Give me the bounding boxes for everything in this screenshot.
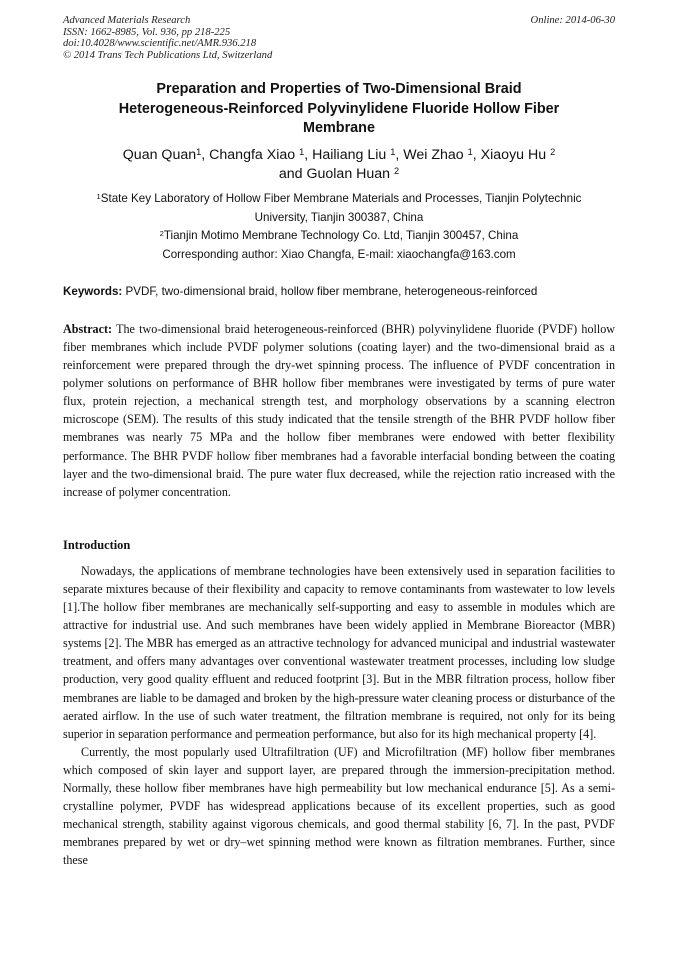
title-line-1: Preparation and Properties of Two-Dimensional Braid <box>156 81 522 97</box>
section-heading-introduction: Introduction <box>63 538 131 552</box>
journal-header <box>63 15 272 61</box>
abstract-label: Abstract: <box>63 322 113 336</box>
author-affiliation-mark: 2 <box>394 165 400 176</box>
doi-line: doi:10.4028/www.scientific.net/AMR.936.218 <box>63 38 257 50</box>
author-affiliation-mark: 1 <box>196 146 202 157</box>
title-line-3: Membrane <box>303 120 375 136</box>
keywords-text: PVDF, two-dimensional braid, hollow fiber membrane, heterogeneous-reinforced <box>122 285 538 298</box>
author-affiliation-mark: 1 <box>467 146 473 157</box>
journal-name: Advanced Materials Research <box>63 15 191 26</box>
online-date: Online: 2014-06-30 <box>530 15 615 26</box>
author-name: Hailiang Liu <box>312 147 391 163</box>
affiliation-1: $^1$State Key Laboratory of Hollow Fiber Membrane Materials and Processes, Tianjin Polytechnic <box>96 191 582 205</box>
author-affiliation-mark: 1 <box>299 146 305 157</box>
title-line-2: Heterogeneous-Reinforced Polyvinylidene Fluoride Hollow Fiber <box>118 100 560 117</box>
affiliation-2: $^2$Tianjin Motimo Membrane Technology Co. Ltd, Tianjin 300457, China <box>159 228 519 243</box>
author-name: Xiaoyu Hu <box>480 147 551 163</box>
author-affiliation-mark: 1 <box>390 146 396 157</box>
keywords-label: Keywords: <box>63 285 123 298</box>
author-name: Wei Zhao <box>403 147 468 163</box>
intro-paragraph-2: Currently, the most popularly used Ultrafiltration (UF) and Microfiltration (MF) hollow fiber membranes which composed of skin layer and support layer, are prepared through the immersion-precipitation method. Normally, these hollow fiber membranes have high permeability but low mechanical endurance [5]. As a semi-crystalline polymer, PVDF has widespread applications because of its excellent properties, such as good mechanical strength, stability against vigorous chemicals, and good thermal stability [6, 7]. In the past, PVDF membranes prepared by wet or dry–wet spinning method were known as filtration membranes. Further, since these <box>63 744 615 868</box>
author-list <box>63 146 615 184</box>
author-line-2 <box>63 165 615 184</box>
affiliations <box>63 190 615 264</box>
author-name: and Guolan Huan <box>278 166 395 182</box>
author-name: Quan Quan <box>122 147 197 163</box>
corresponding-author: Corresponding author: Xiao Changfa, E-mail: xiaochangfa@163.com <box>162 247 516 261</box>
author-affiliation-mark: 2 <box>550 146 556 157</box>
issn-line: ISSN: 1662-8985, Vol. 936, pp 218-225 <box>63 26 231 38</box>
abstract-text: The two-dimensional braid heterogeneous-reinforced (BHR) polyvinylidene fluoride (PVDF) hollow fiber membranes which include PVDF polymer solutions (coating layer) and the two-dimensional braid as a reinforcement were prepared through the dry-wet spinning process. The influence of PVDF concentration in polymer solutions on performance of BHR hollow fiber membranes were investigated by terms of pure water flux, protein rejection, a mechanical strength test, and morphology observations by a scanning electron microscope (SEM). The results of this study indicated that the tensile strength of the BHR PVDF hollow fiber membranes was nearly 75 MPa and the hollow fiber membranes were endowed with better flexibility performance. The BHR PVDF hollow fiber membranes had a favorable interfacial bonding between the coating layer and the two-dimensional braid. The pure water flux decreased, while the rejection ratio increased with the increase of polymer concentration. <box>63 322 615 499</box>
copyright-line: © 2014 Trans Tech Publications Ltd, Switzerland <box>63 49 273 61</box>
abstract <box>63 320 615 501</box>
introduction-body <box>63 562 615 869</box>
keywords <box>63 284 615 300</box>
paper-title <box>63 80 615 139</box>
intro-paragraph-1: Nowadays, the applications of membrane technologies have been extensively used in separation facilities to separate mixtures because of their flexibility and capacity to remove contaminants from wastewater to low levels [1].The hollow fiber membranes are mechanically self-supporting and easy to assemble in modules which are attractive for industrial use. And such membranes have been widely applied in Membrane Bioreactor (MBR) systems [2]. The MBR has emerged as an attractive technology for advanced municipal and industrial wastewater treatment, and offers many advantages over conventional wastewater treatment processes, including low sludge production, very good quality effluent and reduced footprint [3]. But in the MBR filtration process, hollow fiber membranes are liable to be damaged and broken by the high-pressure water cleaning process or disturbance of the aerated airflow. In the use of such water treatment, the filtration membrane is required, not only for its being superior in separation performance and permeation performance, but also for its high mechanical property [4]. <box>63 564 615 741</box>
affiliation-1-cont: University, Tianjin 300387, China <box>254 210 424 224</box>
author-name: Changfa Xiao <box>209 147 300 163</box>
author-line-1: Quan Quan$^1$, Changfa Xiao $^1$, Hailiang Liu $^1$, Wei Zhao $^1$, Xiaoyu Hu $^2$ <box>122 146 556 163</box>
